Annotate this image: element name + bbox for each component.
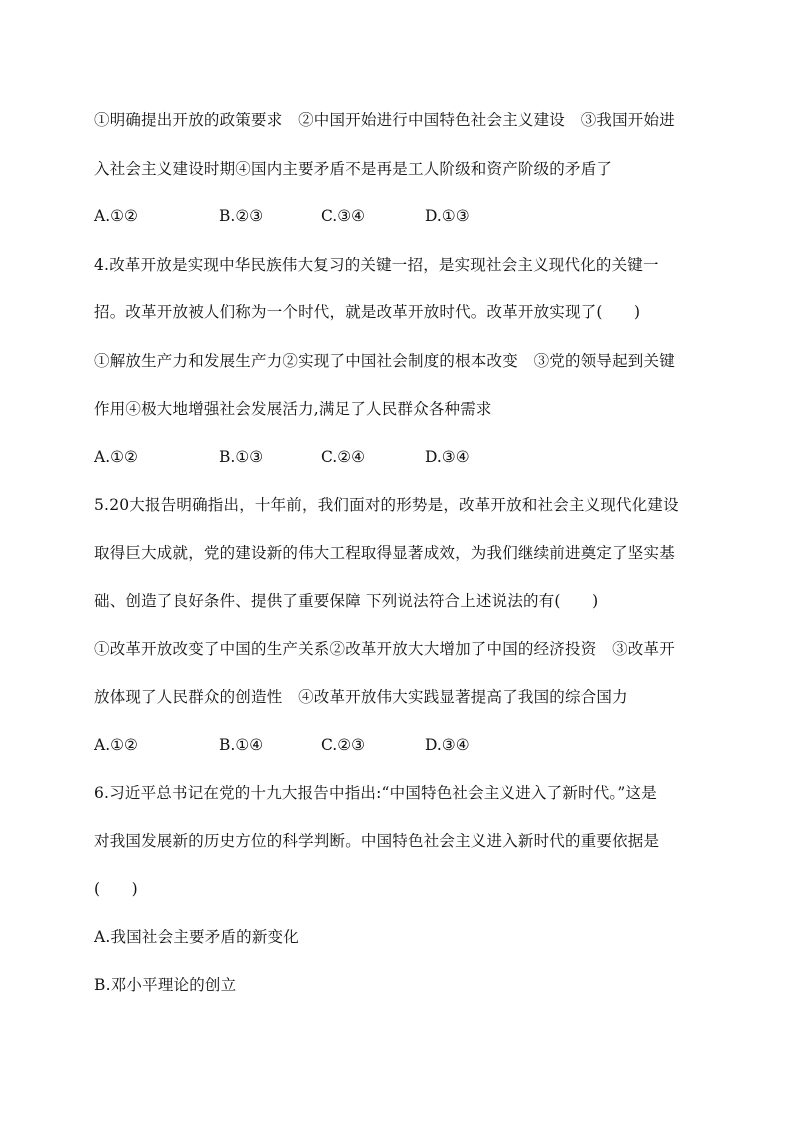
q4-question-line-2: 招。改革开放被人们称为一个时代，就是改革开放时代。改革开放实现了( ) (94, 303, 641, 321)
q5-option-b: B.①④ (219, 736, 264, 754)
q3-statement-line-1: ①明确提出开放的政策要求 ②中国开始进行中国特色社会主义建设 ③我国开始进 (94, 111, 675, 129)
q5-option-d: D.③④ (425, 736, 470, 754)
q4-option-c: C.②④ (321, 448, 366, 466)
q4-option-d: D.③④ (425, 448, 470, 466)
q6-question-line-1: 6.习近平总书记在党的十九大报告中指出:“中国特色社会主义进入了新时代。”这是 (94, 784, 657, 802)
q4-option-a: A.①② (94, 448, 138, 466)
q5-option-a: A.①② (94, 736, 138, 754)
q5-question-line-2: 取得巨大成就，党的建设新的伟大工程取得显著成效，为我们继续前进奠定了坚实基 (94, 544, 675, 562)
q5-statement-line-2: 放体现了人民群众的创造性 ④改革开放伟大实践显著提高了我国的综合国力 (94, 688, 628, 706)
q6-option-b: B.邓小平理论的创立 (94, 976, 237, 994)
q4-question-line-1: 4.改革开放是实现中华民族伟大复习的关键一招，是实现社会主义现代化的关键一 (94, 256, 659, 274)
q4-option-b: B.①③ (219, 448, 264, 466)
q3-option-d: D.①③ (425, 207, 470, 225)
q6-option-a: A.我国社会主要矛盾的新变化 (94, 928, 299, 946)
q3-option-a: A.①② (94, 207, 138, 225)
q5-option-c: C.②③ (321, 736, 366, 754)
q5-question-line-1: 5.20大报告明确指出，十年前，我们面对的形势是，改革开放和社会主义现代化建设 (94, 496, 679, 514)
q4-statement-line-2: 作用④极大地增强社会发展活力,满足了人民群众各种需求 (94, 400, 492, 418)
q6-question-line-2: 对我国发展新的历史方位的科学判断。中国特色社会主义进入新时代的重要依据是 (94, 832, 660, 850)
q6-question-line-3: ( ) (94, 880, 138, 898)
q5-statement-line-1: ①改革开放改变了中国的生产关系②改革开放大大增加了中国的经济投资 ③改革开 (94, 640, 675, 658)
q3-option-c: C.③④ (321, 207, 366, 225)
q5-question-line-3: 础、创造了良好条件、提供了重要保障 下列说法符合上述说法的有( ) (94, 592, 599, 610)
q4-statement-line-1: ①解放生产力和发展生产力②实现了中国社会制度的根本改变 ③党的领导起到关键 (94, 352, 675, 370)
q3-option-b: B.②③ (219, 207, 264, 225)
q3-statement-line-2: 入社会主义建设时期④国内主要矛盾不是再是工人阶级和资产阶级的矛盾了 (94, 160, 613, 178)
